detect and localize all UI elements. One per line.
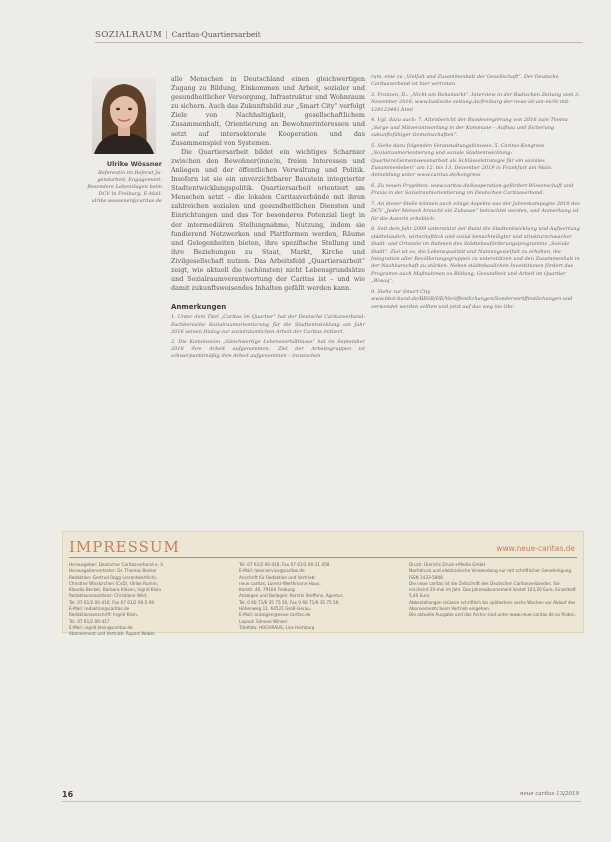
footnote: 9. Siehe zur Smart City www.bbsr.bund.de/BBSR/DE/Veröffentlichungen/Sonderveröffentlichungen und verwendet werden sollten und jetzt auf das weg ins Ohr. bbox=[371, 288, 573, 310]
footnote: 1. Unter dem Titel „Caritas im Quartier“ hat der Deutsche Caritasverband: Fachbereiche Sozialraumorientierung für die Stadtentwicklung am Jahr 2016 seinen Dialog zur sozialräumlichen Arbeit der Caritas initiiert. bbox=[171, 314, 365, 336]
page-number: 16 bbox=[62, 790, 74, 799]
author-bio: Referentin im Referat Ju-gendarbeit, Engagement, Besondere Lebenslagen beim DCV in Freiburg. E-Mail: ulrike.woessner@caritas.de bbox=[87, 170, 162, 204]
impressum-line: Herausgeber: Deutscher Caritasverband e. V. bbox=[69, 562, 164, 567]
impressum-column-contact bbox=[239, 562, 389, 631]
footnote: rum, eine zu „Vielfalt und Zusammenhalt der Gesellschaft“. Der Deutsche Caritasverband ist hier vertreten. bbox=[371, 74, 559, 88]
impressum-line: Tel. 0 60 71/6 35 75 50, Fax 0 60 71/6 35 75 59, bbox=[239, 599, 340, 605]
impressum-rule bbox=[69, 557, 577, 558]
footnote: 3. Franzen, D.: „Nicht am Rehamarkt“. Interview in der Badischen Zeitung vom 3. November 2016, www.badische-zeitung.de/freiburg-der-neue-ist-am-nicht-mit-129123441.html bbox=[371, 91, 580, 113]
impressum-line: E-Mail: redaktion@caritas.de bbox=[69, 606, 130, 612]
impressum-line: Christine Wisskirchen (CvD), Ulrike Rumm, bbox=[69, 580, 159, 586]
impressum-line: Klaudia Becker, Barbara Kläsen, Ingrid Klein bbox=[69, 587, 162, 593]
impressum-line: Redaktionsassistenz: Christiane Wild, bbox=[69, 593, 148, 599]
footnote: 4. Vgl. dazu auch: 7. Altenbericht der Bundesregierung von 2016 zum Thema „Sorge und Mitverantwortung in der Kommune – Aufbau und Sicherung zukunftsfähiger Gemeinschaften“. bbox=[371, 117, 568, 139]
issue-label: neue caritas 13/2019 bbox=[520, 791, 579, 797]
footnote: 5. Siehe dazu folgenden Veranstaltungshinweis: 5. Caritas-Kongress „Sozialraumorientierung und soziale Stadtentwicklung: Quartiere/Gemeinwesenarbeit als Schlüsselstrategie für ein soziales Zusammenleben“ am 12. bis 13. Dezember 2019 in Frankfurt am Main. Anmeldung unter www.caritas.de/kongress bbox=[371, 142, 553, 179]
impressum-line: Layout: Simone Winzer bbox=[239, 618, 288, 624]
impressum-url[interactable]: www.neue-caritas.de bbox=[496, 544, 575, 553]
footnote: 2. Die Kommission „Gleichwertige Lebensverhältnisse“ hat im September 2018 ihre Arbeit aufgenommen. Ziel der Arbeitsgruppen ist schwerpunktmäßig ihre Arbeit aufgenommen – inzwischen bbox=[171, 338, 365, 360]
impressum-line: Abonnement und Vertrieb: Rupert Weber, bbox=[69, 631, 156, 637]
footnote: 6. Zu neuen Projekten: www.caritas.de/kooperation-gefördert-Wissenschaft und Praxis in der Sozialraumorientierung im Deutschen Caritasverband. bbox=[371, 182, 574, 197]
impressum-line: Tel. 07 61/2 00-417 bbox=[69, 618, 110, 624]
impressum-line: Die neue caritas ist die Zeitschrift des Deutschen Caritasverbandes. Sie erscheint 20-mal im Jahr. Das Jahresabonnement kostet 103,20 Euro, Einzelheft 5,40 Euro. bbox=[409, 580, 576, 599]
footnote: 7. An dieser Stelle können auch einige Aspekte aus der Jahreskampagne 2018 des DCV „Jeder Mensch braucht ein Zuhause“ betrachtet werden, und Anmerkung ist für die Autorin erheblich. bbox=[371, 200, 580, 222]
impressum-line: E-Mail: anzeigen@neue-caritas.de bbox=[239, 612, 311, 618]
impressum-line: E-Mail: ingrid.klein@caritas.de bbox=[69, 624, 133, 630]
section-subtitle: Caritas-Quartiersarbeit bbox=[171, 30, 261, 39]
impressum-line: Anzeigen und Beilagen: Kerstin Steffens, Agentur, bbox=[239, 593, 344, 599]
impressum-title: IMPRESSUM bbox=[69, 538, 180, 556]
impressum-line: Tel. 07 61/2 00-410, Fax 07 61/2 00-5 09 bbox=[69, 599, 155, 605]
impressum-line: E-Mail: leserservice@caritas.de bbox=[239, 568, 305, 574]
body-paragraph: alle Menschen in Deutschland einen gleichwertigen Zugang zu Bildung, Einkommen und Arbeit, sozialer und gesundheitlicher Versorgung, Infrastruktur und Wohnraum zu sichern. Auch das Zukunftsbild zur „Smart City“ verfolgt Ziele von Nachhaltigkeit, gesellschaftlichem Zusammenhalt, Orientierung an Bewohnerinteressen und setzt auf intersektorale Kooperation und das Zusammenspiel von Systemen. bbox=[171, 75, 365, 147]
impressum-line: neue caritas, Lorenz-Werthmann-Haus, bbox=[239, 580, 321, 586]
body-paragraph: Die Quartiersarbeit bildet ein wichtiges Scharnier zwischen den Bewohner(inne)n, freien Interessen und Anliegen und der öffentlichen Verwaltung und Politik. Insofern ist sie ein unverzichtbarer Baustein integrierter Stadtentwicklungspolitik. Quartiersarbeit orientiert am Menschen setzt – die lokalen Caritasverbände mit ihren zahlreichen sozialen und gesundheitlichen Diensten und Einrichtungen und das Tor besonderes Potenzial liegt in der intermediären Stellungnahme, Nutzung, indem sie fundierend Netzwerken und Plattformen werden, Räume und Gelegenheiten bieten, ihre spezifische Stellung und ihre Beziehungen zu Staat, Markt, Kirche und Zivilgesellschaft nutzen. Das Arbeitsfeld „Quartiersarbeit“ zeigt, wie aktuell die (schönsten) nicht Lebensgrundsätze und Sozialraumverantwortung der Caritas ist – und wie damit zukunftsweisendes Inhalten gefällt werden kann. bbox=[171, 147, 365, 293]
impressum-line: Redaktion: Gertrud Rogg (verantwortlich), bbox=[69, 574, 158, 580]
impressum-line: Tel. 07 61/2 00-418, Fax 07 61/2 00-11 458 bbox=[239, 562, 330, 567]
impressum-line: Titelfoto: HOCHRAUS, Lisa Hamburg bbox=[239, 624, 315, 630]
notes-column bbox=[371, 74, 580, 314]
impressum-line: Karlstr. 40, 79104 Freiburg bbox=[239, 587, 295, 593]
impressum-line: Nachdruck und elektronische Verwendung nur mit schriftlicher Genehmigung. ISSN 1433-5808 bbox=[409, 568, 573, 580]
header-rule bbox=[95, 42, 583, 43]
running-header bbox=[95, 30, 261, 40]
author-name: Ulrike Wössner bbox=[106, 160, 162, 168]
impressum-line: Druck: Dierichs Druck+Media GmbH bbox=[409, 562, 486, 567]
author-box bbox=[86, 160, 162, 205]
impressum-line: Die aktuelle Ausgabe und das Archiv sind unter www.neue-caritas.de zu finden. bbox=[409, 612, 576, 618]
impressum-box bbox=[62, 531, 584, 637]
impressum-line: Herausgebervertreter: Dr. Thomas Becker bbox=[69, 568, 157, 574]
main-text-column bbox=[171, 75, 365, 363]
impressum-line: Anschrift für Redaktion und Vertrieb: bbox=[239, 574, 316, 580]
impressum-column-print bbox=[409, 562, 577, 619]
impressum-column-publisher bbox=[69, 562, 219, 638]
footer-rule bbox=[62, 801, 581, 802]
header-separator: | bbox=[165, 30, 169, 40]
section-title: SOZIALRAUM bbox=[95, 30, 163, 40]
notes-heading: Anmerkungen bbox=[171, 303, 227, 312]
author-photo bbox=[92, 78, 156, 154]
footnote: 8. Seit dem Jahr 2009 unterstützt der Bund die Stadtentwicklung und Aufwertung städtebaulich, wirtschaftlich und sozial benachteiligter und strukturschwacher Stadt- und Ortsteile im Rahmen des Städtebauförderungsprogramms „Soziale Stadt“. Ziel ist es, die Lebensqualität und Nutzungsvielfalt zu erhöhen, die Integration aller Bevölkerungsgruppen zu unterstützen und den Zusammenhalt in der Nachbarschaft zu stärken. Neben städtebaulichen Investitionen fördert das Programm auch Maßnahmen zu Bildung, Gesundheit und Arbeit im Quartier „Biwaq“. bbox=[371, 226, 580, 285]
impressum-line: Redaktionsanschrift: Ingrid Klein, bbox=[69, 612, 139, 618]
impressum-line: Höhenweg 11, 64521 Groß-Gerau, bbox=[239, 606, 312, 612]
impressum-line: Abbestellungen müssen schriftlich bis spätestens sechs Wochen vor Ablauf des Abonnements beim Vertrieb eingehen. bbox=[409, 599, 576, 612]
